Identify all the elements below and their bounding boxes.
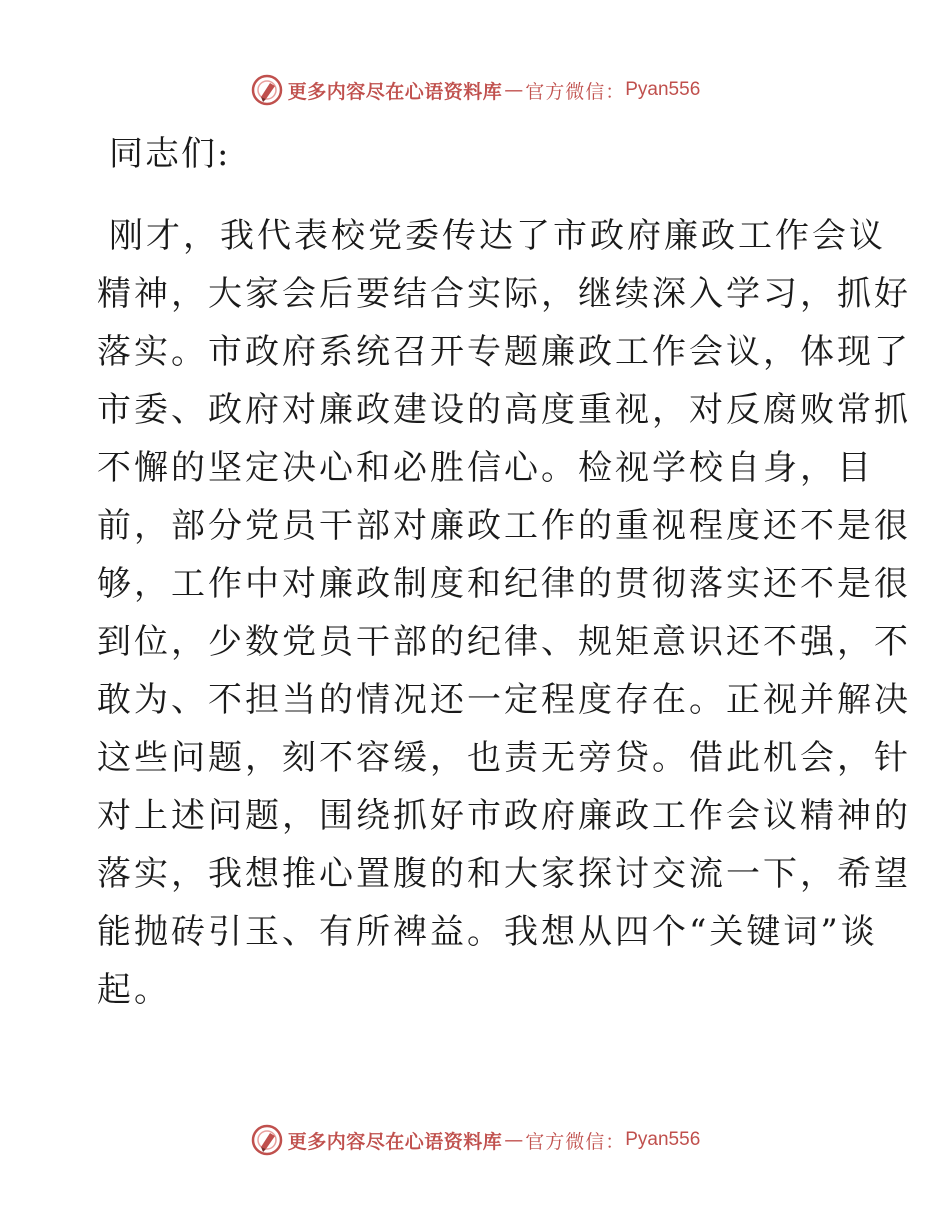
- watermark-wechat-id: Pyan556: [625, 79, 701, 100]
- pen-nib-logo-icon: [250, 73, 284, 107]
- paragraph-line-3: 落实。市政府系统召开专题廉政工作会议，体现了: [97, 332, 911, 372]
- paragraph-line-14: 起。: [97, 970, 171, 1010]
- paragraph-line-8: 到位，少数党员干部的纪律、规矩意识还不强，不: [97, 622, 911, 662]
- paragraph-line-11: 对上述问题，围绕抓好市政府廉政工作会议精神的: [97, 796, 911, 836]
- watermark-wechat-id: Pyan556: [625, 1129, 701, 1150]
- paragraph-line-1: 刚才，我代表校党委传达了市政府廉政工作会议: [109, 216, 886, 256]
- paragraph-line-9: 敢为、不担当的情况还一定程度存在。正视并解决: [97, 680, 911, 720]
- footer-watermark: [0, 1120, 950, 1160]
- watermark-main-text: 更多内容尽在心语资料库: [287, 80, 503, 103]
- watermark-dash: —: [504, 79, 524, 101]
- paragraph-line-4: 市委、政府对廉政建设的高度重视，对反腐败常抓: [97, 390, 911, 430]
- paragraph-line-13: 能抛砖引玉、有所裨益。我想从四个“关键词”谈: [97, 912, 878, 952]
- header-watermark: [0, 70, 950, 110]
- pen-nib-logo-icon: [250, 1123, 284, 1157]
- paragraph-line-5: 不懈的坚定决心和必胜信心。检视学校自身，目: [97, 448, 874, 488]
- paragraph-line-2: 精神，大家会后要结合实际，继续深入学习，抓好: [97, 274, 911, 314]
- document-body: [97, 120, 911, 1019]
- paragraph-line-10: 这些问题，刻不容缓，也责无旁贷。借此机会，针: [97, 738, 911, 778]
- watermark-wechat-label: 官方微信：: [525, 1130, 626, 1153]
- paragraph-line-6: 前，部分党员干部对廉政工作的重视程度还不是很: [97, 506, 911, 546]
- salutation: 同志们:: [109, 134, 231, 174]
- paragraph-line-7: 够，工作中对廉政制度和纪律的贯彻落实还不是很: [97, 564, 911, 604]
- watermark-dash: —: [504, 1129, 524, 1151]
- paragraph-line-12: 落实，我想推心置腹的和大家探讨交流一下，希望: [97, 854, 911, 894]
- watermark-main-text: 更多内容尽在心语资料库: [287, 1130, 503, 1153]
- watermark-wechat-label: 官方微信：: [525, 80, 626, 103]
